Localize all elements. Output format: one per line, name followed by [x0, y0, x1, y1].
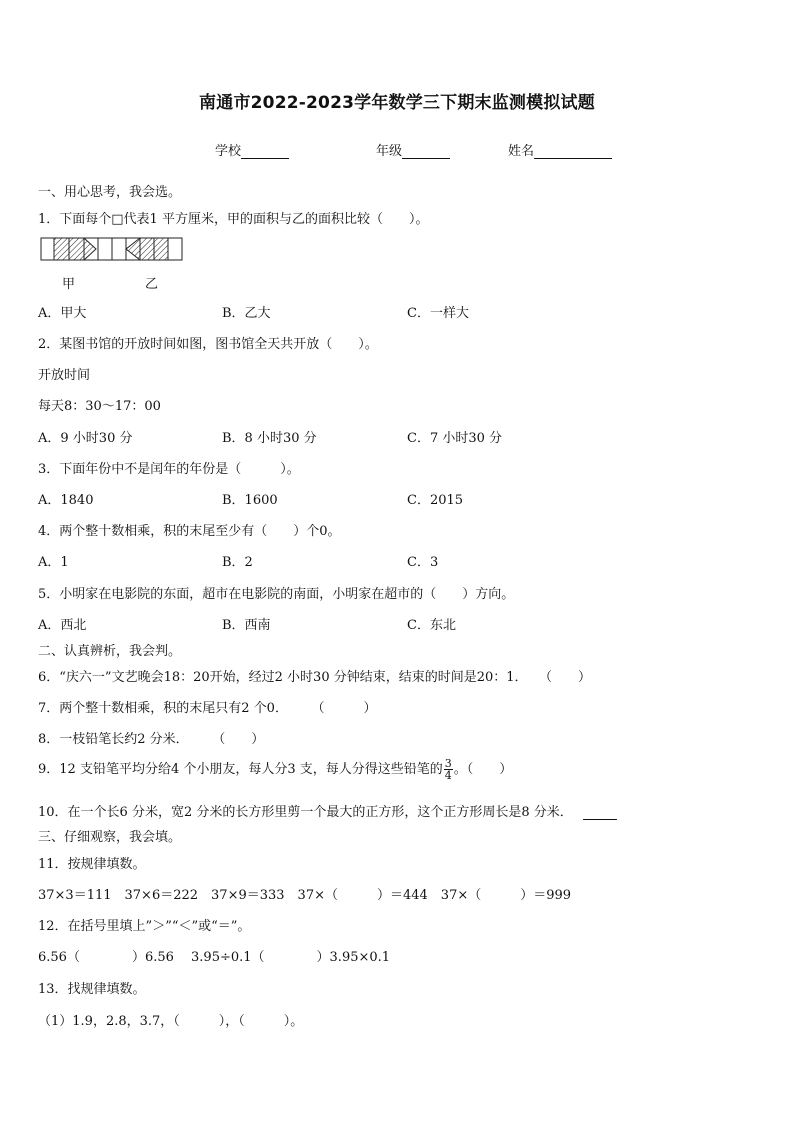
name-label: 姓名 [508, 144, 535, 159]
q11-sequence[interactable]: 37×3＝111 37×6＝222 37×9＝333 37×（ ）＝444 37×（ ）＝999 [38, 888, 572, 903]
name-field [508, 140, 612, 159]
question-7 [38, 697, 376, 716]
q13-sequence[interactable]: （1）1.9，2.8，3.7，（ ），（ ）。 [38, 1014, 304, 1029]
q8-answer-blank[interactable]: （ ） [218, 732, 265, 747]
question-13: 13．找规律填数。 [38, 982, 146, 997]
question-9 [38, 758, 512, 781]
label-jia: 甲 [62, 277, 76, 292]
question-12: 12．在括号里填上”＞”“＜”或“＝”。 [38, 919, 251, 934]
q1-option-b[interactable]: B．乙大 [222, 306, 271, 321]
q2-option-c[interactable]: C．7 小时30 分 [407, 431, 503, 446]
label-yi: 乙 [145, 277, 159, 292]
q2-sign-title: 开放时间 [38, 368, 91, 383]
q2-sign-hours: 每天8：30～17：00 [38, 399, 161, 414]
q5-option-c[interactable]: C．东北 [407, 618, 456, 633]
question-1: 1．下面每个□代表1 平方厘米，甲的面积与乙的面积比较（ ）。 [38, 212, 429, 227]
q4-option-b[interactable]: B．2 [222, 555, 253, 570]
question-5: 5．小明家在电影院的东面，超市在电影院的南面，小明家在超市的（ ）方向。 [38, 587, 515, 602]
q4-option-a[interactable]: A．1 [38, 555, 69, 570]
fraction-three-quarters: $\frac{3}{4}$ [444, 757, 452, 782]
q10-answer-blank[interactable] [583, 806, 617, 820]
q12-comparison[interactable]: 6.56（ ）6.56 3.95÷0.1（ ）3.95×0.1 [38, 950, 391, 965]
q3-option-c[interactable]: C．2015 [407, 493, 464, 508]
section-heading: 三、仔细观察，我会填。 [38, 830, 182, 845]
shape-yi [126, 238, 168, 260]
question-10 [38, 801, 617, 820]
area-grid-figure [40, 237, 188, 269]
q3-option-b[interactable]: B．1600 [222, 493, 278, 508]
q2-option-b[interactable]: B．8 小时30 分 [222, 431, 317, 446]
question-4: 4．两个整十数相乘，积的末尾至少有（ ）个0。 [38, 524, 341, 539]
page-title: 南通市2022-2023学年数学三下期末监测模拟试题 [199, 93, 595, 113]
question-11: 11．按规律填数。 [38, 857, 146, 872]
q7-answer-blank[interactable]: （ ） [317, 701, 377, 716]
q1-option-c[interactable]: C．一样大 [407, 306, 469, 321]
q2-option-a[interactable]: A．9 小时30 分 [38, 431, 133, 446]
shape-jia [54, 238, 96, 260]
q1-option-a[interactable]: A．甲大 [38, 306, 87, 321]
grid-svg [40, 237, 188, 265]
grade-field [376, 140, 450, 159]
q8-text: 8．一枝铅笔长约2 分米． [38, 732, 189, 747]
q3-option-a[interactable]: A．1840 [38, 493, 94, 508]
q5-option-a[interactable]: A．西北 [38, 618, 87, 633]
q6-text: 6．“庆六一”文艺晚会18：20开始，经过2 小时30 分钟结束，结束的时间是20：1． [38, 670, 528, 685]
q7-text: 7．两个整十数相乘，积的末尾只有2 个0． [38, 701, 288, 716]
q10-text: 10．在一个长6 分米，宽2 分米的长方形里剪一个最大的正方形，这个正方形周长是8 分米． [38, 805, 573, 820]
school-blank[interactable] [241, 144, 289, 159]
question-3: 3．下面年份中不是闰年的年份是（ ）。 [38, 462, 300, 477]
grade-blank[interactable] [402, 144, 450, 159]
school-label: 学校 [215, 144, 242, 159]
section-heading: 二、认真辨析，我会判。 [38, 644, 182, 659]
q6-answer-blank[interactable]: （ ） [545, 670, 592, 685]
grade-label: 年级 [376, 144, 403, 159]
section-heading: 一、用心思考，我会选。 [38, 185, 182, 200]
q4-option-c[interactable]: C．3 [407, 555, 439, 570]
question-2: 2．某图书馆的开放时间如图，图书馆全天共开放（ ）。 [38, 337, 378, 352]
q9-answer-blank[interactable]: 。（ ） [453, 762, 513, 777]
name-blank[interactable] [534, 144, 612, 159]
q9-text: 9．12 支铅笔平均分给4 个小朋友，每人分3 支，每人分得这些铅笔的 [38, 762, 443, 777]
question-8 [38, 728, 264, 747]
question-6 [38, 666, 591, 685]
q5-option-b[interactable]: B．西南 [222, 618, 271, 633]
school-field [215, 140, 289, 159]
